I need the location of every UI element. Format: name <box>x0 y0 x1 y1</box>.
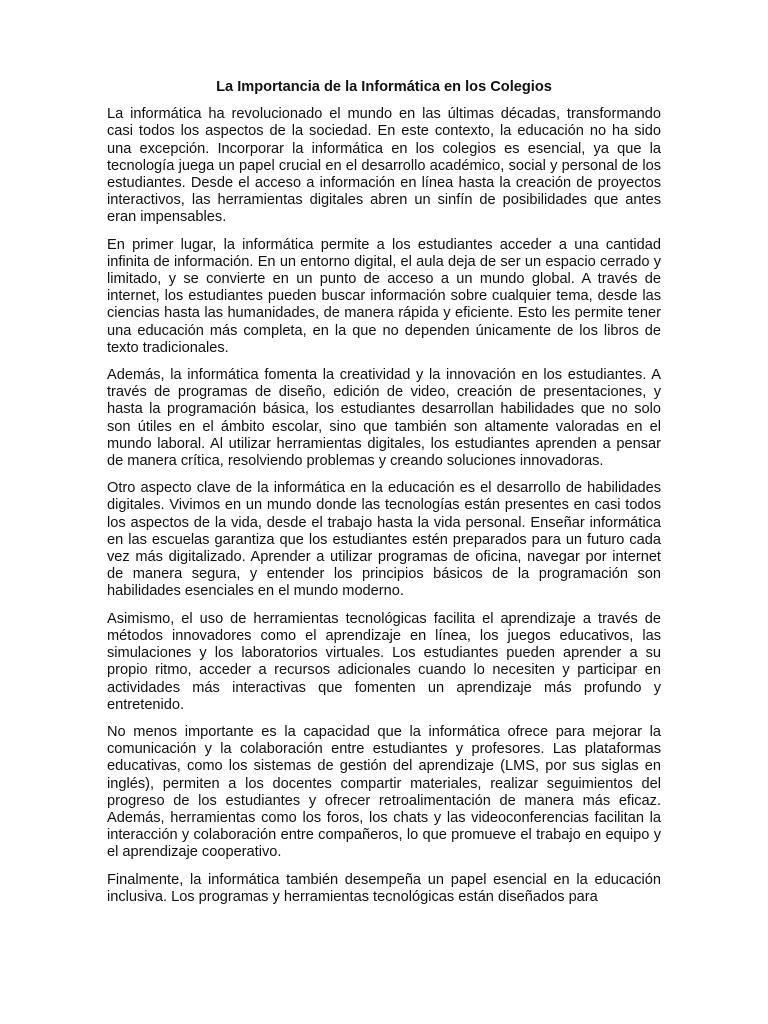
paragraph-inclusive-education: Finalmente, la informática también desempeña un papel esencial en la educación inclusiva. Los programas y herramientas tecnológicas están diseñados para <box>107 871 661 905</box>
document-title: La Importancia de la Informática en los Colegios <box>216 79 552 95</box>
paragraph-creativity: Además, la informática fomenta la creatividad y la innovación en los estudiantes. A través de programas de diseño, edición de video, creación de presentaciones, y hasta la programación básica, los estudiantes desarrollan habilidades que no solo son útiles en el ámbito escolar, sino que también son altamente valoradas en el mundo laboral. Al utilizar herramientas digitales, los estudiantes aprenden a pensar de manera crítica, resolviendo problemas y creando soluciones innovadoras. <box>107 367 661 470</box>
paragraph-innovative-methods: Asimismo, el uso de herramientas tecnológicas facilita el aprendizaje a través de métodos innovadores como el aprendizaje en línea, los juegos educativos, las simulaciones y los laboratorios virtuales. Los estudiantes pueden aprender a su propio ritmo, acceder a recursos adicionales cuando lo necesiten y participar en actividades más interactivas que fomenten un aprendizaje más profundo y entretenido. <box>107 610 661 713</box>
paragraph-access-to-information: En primer lugar, la informática permite a los estudiantes acceder a una cantidad infinita de información. En un entorno digital, el aula deja de ser un espacio cerrado y limitado, y se convierte en un punto de acceso a un mundo global. A través de internet, los estudiantes pueden buscar información sobre cualquier tema, desde las ciencias hasta las humanidades, de manera rápida y eficiente. Esto les permite tener una educación más completa, en la que no dependen únicamente de los libros de texto tradicionales. <box>107 236 661 356</box>
document-body <box>107 79 661 906</box>
paragraph-introduction: La informática ha revolucionado el mundo en las últimas décadas, transformando casi todos los aspectos de la sociedad. En este contexto, la educación no ha sido una excepción. Incorporar la informática en los colegios es esencial, ya que la tecnología juega un papel crucial en el desarrollo académico, social y personal de los estudiantes. Desde el acceso a información en línea hasta la creación de proyectos interactivos, las herramientas digitales abren un sinfín de posibilidades que antes eran impensables. <box>107 106 661 226</box>
paragraph-communication: No menos importante es la capacidad que la informática ofrece para mejorar la comunicación y la colaboración entre estudiantes y profesores. Las plataformas educativas, como los sistemas de gestión del aprendizaje (LMS, por sus siglas en inglés), permiten a los docentes compartir materiales, realizar seguimientos del progreso de los estudiantes y ofrecer retroalimentación de manera más eficaz. Además, herramientas como los foros, los chats y las videoconferencias facilitan la interacción y colaboración entre compañeros, lo que promueve el trabajo en equipo y el aprendizaje cooperativo. <box>107 723 661 861</box>
paragraph-digital-skills: Otro aspecto clave de la informática en la educación es el desarrollo de habilidades digitales. Vivimos en un mundo donde las tecnologías están presentes en casi todos los aspectos de la vida, desde el trabajo hasta la vida personal. Enseñar informática en las escuelas garantiza que los estudiantes estén preparados para un futuro cada vez más digitalizado. Aprender a utilizar programas de oficina, navegar por internet de manera segura, y entender los principios básicos de la programación son habilidades esenciales en el mundo moderno. <box>107 480 661 600</box>
